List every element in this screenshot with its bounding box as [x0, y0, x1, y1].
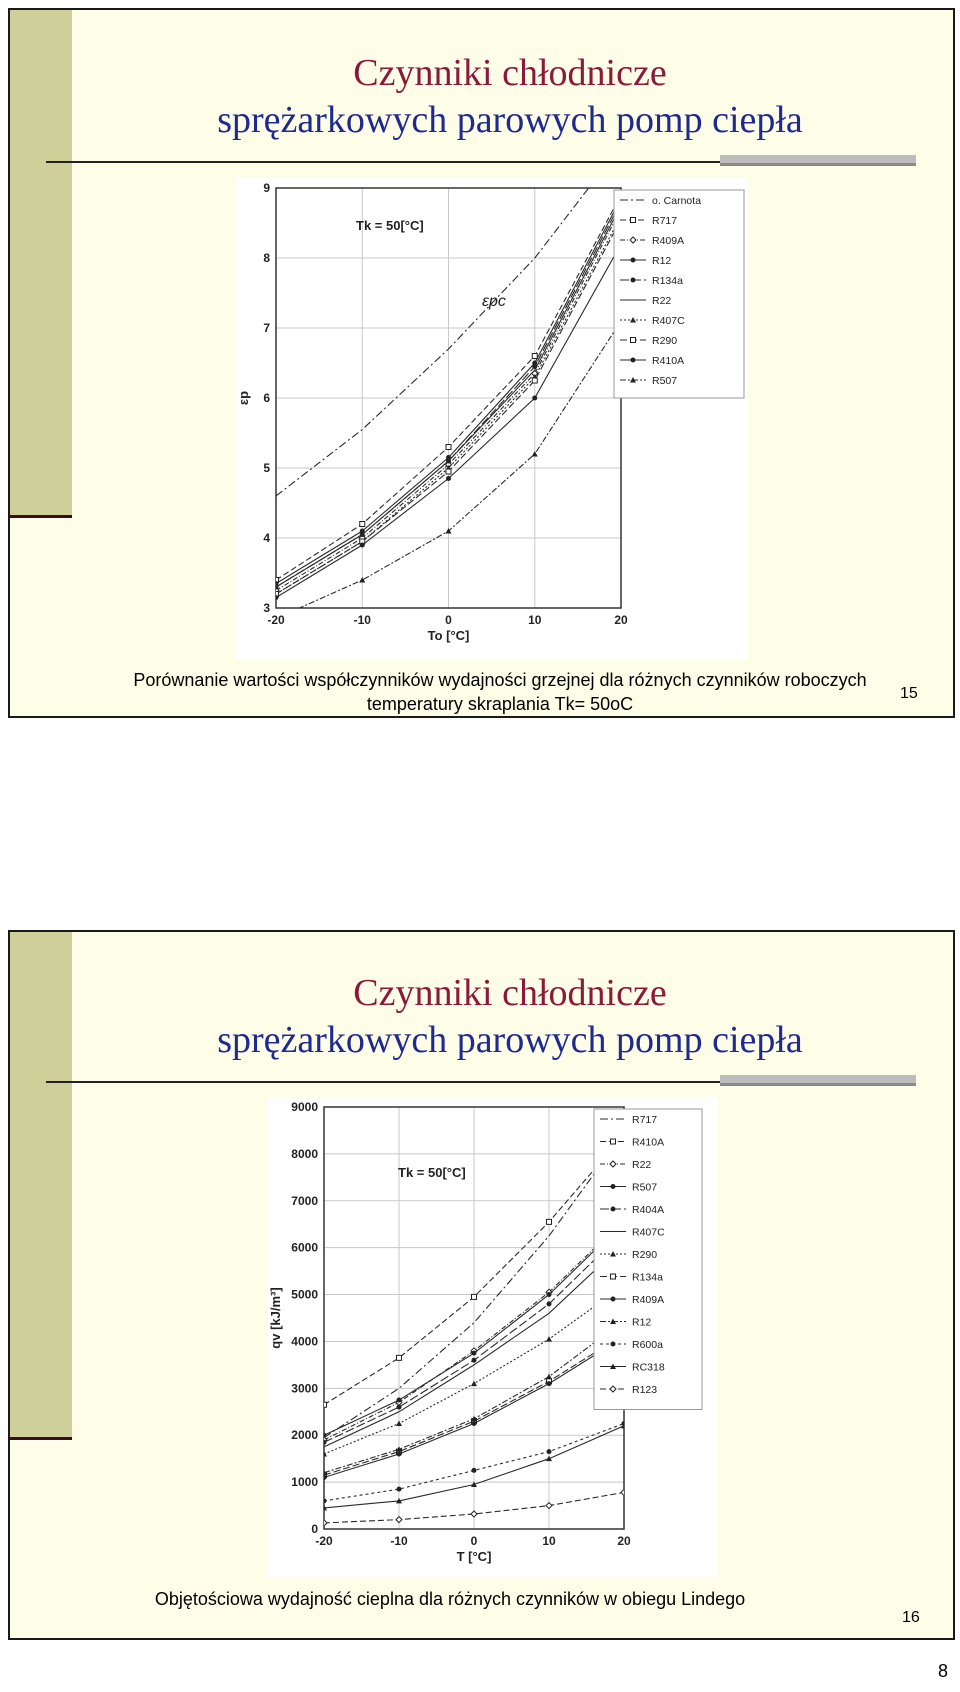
- legend-label: R507: [652, 375, 678, 387]
- slide-title: [70, 50, 950, 144]
- slide-15: [8, 8, 955, 718]
- slide-caption: [60, 668, 940, 716]
- y-tick-label: 8: [263, 251, 270, 265]
- data-point: [322, 1433, 327, 1438]
- legend-marker: [611, 1342, 616, 1347]
- curve-label: εpc: [482, 293, 506, 310]
- data-point: [274, 595, 279, 600]
- legend-label: R507: [632, 1181, 658, 1194]
- slide-number: 16: [902, 1609, 920, 1626]
- legend-label: R410A: [652, 355, 685, 367]
- data-point: [446, 476, 451, 481]
- data-point: [546, 1456, 552, 1462]
- data-point: [547, 1301, 552, 1306]
- y-tick-label: 8000: [291, 1146, 318, 1161]
- data-point: [471, 1381, 477, 1387]
- data-point: [397, 1405, 402, 1410]
- legend-label: R134a: [632, 1271, 663, 1284]
- legend-label: R410A: [632, 1136, 665, 1149]
- legend-marker: [631, 278, 636, 283]
- slide-sidebar: [10, 10, 72, 515]
- y-tick-label: 7: [263, 321, 270, 335]
- data-point: [321, 1451, 327, 1457]
- data-point: [322, 1402, 327, 1407]
- x-axis-label: To [°C]: [427, 628, 470, 643]
- legend-marker: [611, 1207, 616, 1212]
- legend-label: R407C: [652, 315, 685, 327]
- data-point: [397, 1451, 402, 1456]
- title-underline: [46, 161, 726, 163]
- sidebar-divider: [10, 515, 72, 518]
- data-point: [547, 1381, 552, 1386]
- y-tick-label: 4: [263, 531, 270, 545]
- legend-label: R717: [632, 1114, 658, 1126]
- title-underline: [46, 1081, 726, 1083]
- data-point: [621, 1489, 627, 1495]
- x-tick-label: 20: [617, 1534, 631, 1548]
- y-tick-label: 6000: [291, 1240, 318, 1255]
- y-tick-label: 5000: [291, 1287, 318, 1302]
- legend-label: R12: [632, 1316, 652, 1329]
- volumetric-capacity-chart: [268, 1097, 718, 1577]
- y-tick-label: 3: [263, 601, 270, 615]
- title-accent-bar: [720, 155, 916, 166]
- legend-marker: [611, 1139, 616, 1144]
- x-tick-label: -10: [353, 613, 371, 627]
- data-point: [446, 469, 451, 474]
- data-point: [472, 1421, 477, 1426]
- data-point: [546, 1503, 552, 1509]
- data-point: [322, 1498, 327, 1503]
- legend-label: R600a: [632, 1339, 663, 1351]
- data-point: [446, 445, 451, 450]
- title-line-2: sprężarkowych parowych pomp ciepła: [217, 1019, 803, 1061]
- y-axis-label: qv [kJ/m³]: [268, 1287, 283, 1349]
- y-tick-label: 2000: [291, 1428, 318, 1443]
- caption-line-1: Porównanie wartości współczynników wydajności grzejnej dla różnych czynników roboczych: [133, 670, 867, 690]
- data-point: [532, 378, 537, 383]
- slide-title: [70, 970, 950, 1064]
- x-tick-label: 10: [542, 1534, 556, 1548]
- legend-label: R290: [632, 1249, 658, 1261]
- y-tick-label: 0: [311, 1522, 318, 1536]
- data-point: [547, 1219, 552, 1224]
- legend-label: R134a: [652, 275, 683, 287]
- x-tick-label: 10: [528, 613, 542, 627]
- data-point: [472, 1351, 477, 1356]
- data-point: [532, 354, 537, 359]
- legend-label: RC318: [632, 1361, 665, 1374]
- data-point: [547, 1292, 552, 1297]
- y-tick-label: 9: [263, 181, 270, 195]
- legend-label: R409A: [652, 235, 685, 247]
- chart-annotation: Tk = 50[°C]: [398, 1165, 466, 1180]
- slide-caption: Objętościowa wydajność cieplna dla różnych czynników w obiegu Lindego: [154, 1589, 746, 1609]
- y-tick-label: 4000: [291, 1334, 318, 1349]
- y-axis-label: εp: [236, 390, 251, 406]
- x-tick-label: 0: [470, 1534, 478, 1548]
- legend-label: R123: [632, 1384, 658, 1396]
- legend-label: R22: [652, 295, 672, 307]
- legend-label: R12: [652, 255, 672, 267]
- x-tick-label: -20: [315, 1534, 333, 1548]
- caption-line-2: temperatury skraplania Tk= 50oC: [366, 694, 634, 714]
- slide-sidebar: [10, 932, 72, 1437]
- legend-marker: [611, 1297, 616, 1302]
- legend-marker: [631, 218, 636, 223]
- x-tick-label: -10: [390, 1534, 408, 1548]
- data-point: [321, 1520, 327, 1526]
- legend-label: R404A: [632, 1204, 665, 1216]
- data-point: [397, 1398, 402, 1403]
- x-tick-label: -20: [267, 613, 285, 627]
- chart-annotation: Tk = 50[°C]: [356, 218, 424, 233]
- title-accent-bar: [720, 1075, 916, 1086]
- legend-label: R407C: [632, 1226, 665, 1239]
- cop-chart: [236, 178, 748, 660]
- legend-label: o. Carnota: [652, 195, 702, 207]
- x-tick-label: 0: [445, 613, 452, 627]
- slide-number: 15: [900, 685, 918, 702]
- data-point: [532, 396, 537, 401]
- slide-16: [8, 930, 955, 1640]
- x-axis-label: T [°C]: [456, 1549, 492, 1564]
- y-tick-label: 9000: [291, 1100, 318, 1114]
- data-point: [322, 1440, 327, 1445]
- legend-marker: [631, 338, 636, 343]
- data-point: [360, 543, 365, 548]
- y-tick-label: 5: [263, 461, 270, 475]
- data-point: [359, 577, 365, 583]
- data-point: [396, 1421, 402, 1427]
- data-point: [360, 522, 365, 527]
- data-point: [471, 1511, 477, 1517]
- sidebar-divider: [10, 1437, 72, 1440]
- data-point: [396, 1517, 402, 1523]
- legend-marker: [631, 258, 636, 263]
- data-point: [472, 1468, 477, 1473]
- data-point: [472, 1294, 477, 1299]
- page-number: 8: [937, 1661, 948, 1681]
- legend-marker: [631, 358, 636, 363]
- data-point: [322, 1475, 327, 1480]
- legend-marker: [611, 1274, 616, 1279]
- y-tick-label: 7000: [291, 1193, 318, 1208]
- title-line-2: sprężarkowych parowych pomp ciepła: [217, 99, 803, 141]
- y-tick-label: 3000: [291, 1381, 318, 1396]
- legend-label: R409A: [632, 1294, 665, 1306]
- title-line-1: Czynniki chłodnicze: [353, 972, 667, 1014]
- title-line-1: Czynniki chłodnicze: [353, 52, 667, 94]
- y-tick-label: 1000: [291, 1475, 318, 1490]
- y-tick-label: 6: [263, 391, 270, 405]
- legend-marker: [611, 1184, 616, 1189]
- data-point: [397, 1487, 402, 1492]
- legend-label: R22: [632, 1159, 652, 1171]
- x-tick-label: 20: [614, 613, 628, 627]
- data-point: [397, 1355, 402, 1360]
- legend-label: R717: [652, 215, 678, 227]
- data-point: [547, 1449, 552, 1454]
- legend-label: R290: [652, 335, 678, 347]
- data-point: [472, 1358, 477, 1363]
